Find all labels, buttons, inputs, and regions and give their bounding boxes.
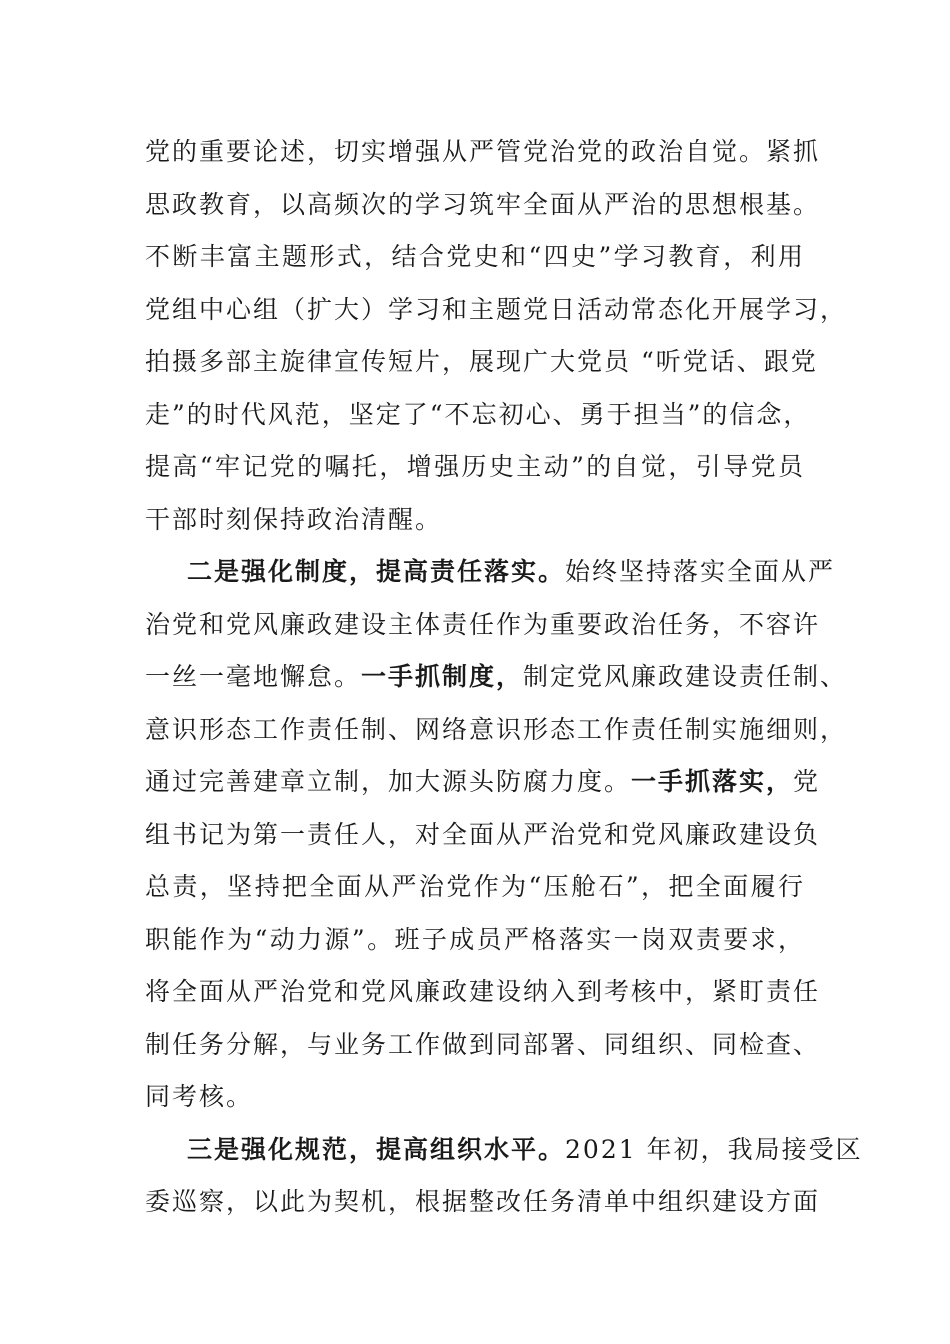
- text-run: 职能作为“动力源”。班子成员严格落实一岗双责要求，: [145, 924, 805, 954]
- text-run: 同考核。: [145, 1082, 254, 1111]
- text-line: [145, 546, 836, 599]
- text-line: [145, 704, 848, 757]
- paragraph-1: [145, 126, 848, 546]
- text-run: 将全面从严治党和党风廉政建设纳入到考核中，紧盯责任: [145, 977, 821, 1006]
- text-line: [145, 231, 805, 284]
- text-line: [145, 179, 821, 232]
- text-run: 思政教育，以高频次的学习筑牢全面从严治的思想根基。: [145, 189, 821, 219]
- text-line: [145, 389, 811, 442]
- text-run: 制定党风廉政建设责任制、: [523, 662, 848, 691]
- text-line: [145, 1071, 805, 1124]
- text-run: 党的重要论述，切实增强从严管党治党的政治自觉。紧抓: [145, 137, 821, 166]
- text-line: [145, 861, 805, 914]
- text-run: 2021 年初，我局接受区: [565, 1134, 863, 1164]
- text-line: [145, 284, 848, 337]
- text-line: [145, 914, 805, 967]
- paragraph-3: [145, 1124, 863, 1229]
- text-line: [145, 651, 848, 704]
- text-line: [145, 126, 821, 179]
- text-line: [145, 1176, 821, 1229]
- paragraph-heading: 三是强化规范，提高组织水平。: [187, 1134, 566, 1164]
- text-line: [145, 1019, 821, 1072]
- text-run: 治党和党风廉政建设主体责任作为重要政治任务，不容许: [145, 609, 821, 639]
- text-run: 干部时刻保持政治清醒。: [145, 504, 443, 534]
- text-line: [145, 809, 821, 862]
- text-line: [145, 1124, 863, 1177]
- text-run: 意识形态工作责任制、网络意识形态工作责任制实施细则，: [145, 714, 848, 744]
- text-run: 通过完善建章立制，加大源头防腐力度。: [145, 767, 632, 796]
- paragraph-2: [145, 546, 848, 1124]
- emphasis-text: 一手抓落实，: [631, 767, 794, 796]
- text-line: [145, 599, 821, 652]
- text-run: 制任务分解，与业务工作做到同部署、同组织、同检查、: [145, 1029, 821, 1059]
- paragraph-heading: 二是强化制度，提高责任落实。: [187, 557, 566, 586]
- text-run: 一丝一毫地懈怠。: [145, 662, 362, 691]
- text-line: [145, 756, 821, 809]
- text-line: [145, 336, 818, 389]
- text-run: 党组中心组（扩大）学习和主题党日活动常态化开展学习，: [145, 294, 848, 324]
- text-run: 不断丰富主题形式，结合党史和“四史”学习教育，利用: [145, 242, 805, 271]
- text-line: [145, 441, 805, 494]
- emphasis-text: 一手抓制度，: [361, 662, 524, 691]
- text-run: 组书记为第一责任人，对全面从严治党和党风廉政建设负: [145, 819, 821, 849]
- text-run: 提高“牢记党的嘱托，增强历史主动”的自觉，引导党员: [145, 452, 805, 481]
- body-text: [145, 126, 863, 1229]
- text-run: 党: [793, 767, 821, 796]
- text-run: 总责，坚持把全面从严治党作为“压舱石”，把全面履行: [145, 872, 805, 901]
- text-run: 走”的时代风范，坚定了“不忘初心、勇于担当”的信念，: [145, 399, 811, 429]
- text-run: 始终坚持落实全面从严: [565, 557, 836, 586]
- text-line: [145, 966, 821, 1019]
- text-line: [145, 494, 805, 547]
- text-run: 委巡察，以此为契机，根据整改任务清单中组织建设方面: [145, 1187, 821, 1216]
- text-run: 拍摄多部主旋律宣传短片，展现广大党员 “听党话、跟党: [145, 347, 818, 376]
